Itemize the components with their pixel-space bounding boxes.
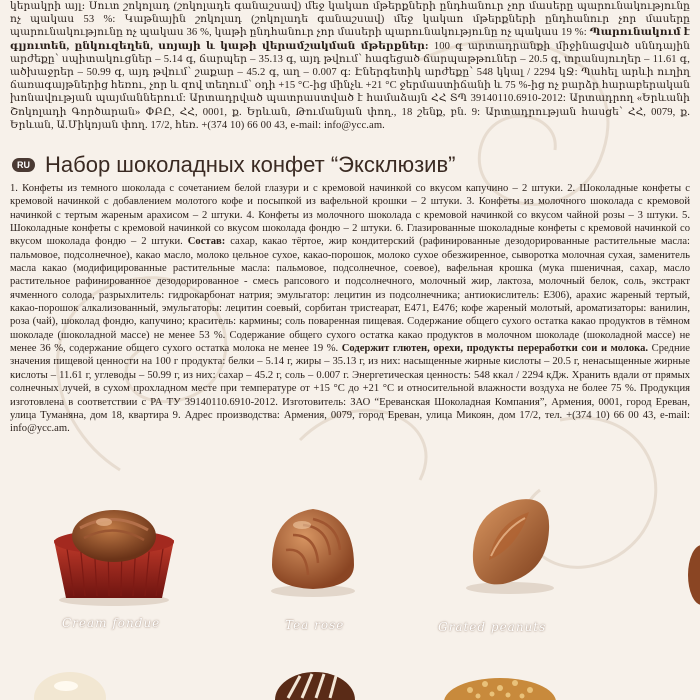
cream-fondue-candy-image [44,500,184,610]
tea-rose-candy-image [258,495,368,605]
armenian-allergen-notice: Պարունակում է գլյուտեն, ընկուզեղեն, սոյայի և կաթի վերամշակման մթերքներ: [10,27,690,52]
russian-assortment: 1. Конфеты из темного шоколада с сочетанием белой глазури и с кремовой начинкой со вкусом капучино – 2 штуки. 2. Шоколадные конфеты с кремовой начинкой с добавлением молотого кофе и посыпкой из вафельной крошки – 2 штуки. 3. Конфеты из молочного шоколада с кремовой начинкой с тертым жареным арахисом – 2 штуки. 4. Конфеты из молочного шоколада с кремовой начинкой со вкусом чайной розы – 3 штуки. 5. Шоколадные конфеты с кремовой начинкой со вкусом шоколада фондю – 2 штуки. 6. Глазированные шоколадные конфеты с кремовой начинкой со вкусом шоколада фондю – 2 штуки. [10,183,690,248]
product-title: Набор шоколадных конфет “Эксклюзив” [45,152,456,177]
armenian-text-block [10,0,690,132]
composition-label: Состав: [187,236,226,248]
russian-heading [12,152,455,178]
wafer-crumb-candy-image [440,670,560,700]
russian-composition: сахар, какао тёртое, жир кондитерский (рафинированные дезодорированные растительные масла: пальмовое, подсолнечное), какао масло, молоко цельное сухое, какао-порошок, молоко сухое обезжиренное, сыворотка молочная сухая, заменитель масла какао (модифицированные растительные масла: пальмовое, подсолнечное, соевое), вафельная крошка (мука пшеничная, сахар, масло растительное рафинированное дезодорированное - смесь рапсового и подсолнечного, молочный жир, лактоза, молочный белок, соль, экстракт ячменного солода, разрыхлитель: гидрокарбонат натрия; эмульгатор: лецитин из подсолнечника; антиокислитель: Е306), арахис жареный тертый, какао-порошок алкализованный, эмульгаторы: лецитин соевый, сорбитан тристеарат, Е471, Е476; кофе жареный молотый, ароматизаторы: ванилин, роза (чай), шоколад фондю, капучино; краситель: кармины; соль поваренная пищевая. Содержание общего сухого остатка какао продуктов в тёмном шоколаде (шоколадной массе) не менее 53 %. Содержание общего сухого остатка какао продуктов в молочном шоколаде (шоколадной массе) не менее 36 %, содержание общего сухого остатка молока не менее 19 %. [10,236,690,355]
russian-nutrition-info: Средние значения пищевой ценности на 100 г продукта: белки – 5.14 г, жиры – 35.13 г, из них: насыщенные жирные кислоты – 20.5 г, ненасыщенные жирные кислоты – 11.61 г, углеводы – 50.99 г, из них: сахар – 45.2 г, соль – 0.007 г. Энергетическая ценность: 548 ккал / 2294 кДж. Хранить вдали от прямых солнечных лучей, в сухом прохладном месте при температуре от +15 °С до +21 °С и относительной влажности воздуха не более 75 %. Продукция изготовлена в соответствии с РА ТУ 39140110.6910-2012. Изготовитель: ЗАО “Ереванская Шоколадная Компания”, Армения, 0001, город Ереван, улица Туманяна, дом 18, квартира 9. Адрес производства: Армения, 0079, город Ереван, улица Микоян, дом 17/2, тел. +(374 10) 66 00 43, e-mail: info@ycc.am. [10,343,690,435]
caption-cream-fondue: Cream fondue [62,616,161,630]
armenian-text-part1: կերակրի այլ։ Սուտ շոկոլադ (շոկոլադե գանաշսավ) մեջ կակաո մթերքների ընդհանուր չոր մասերը պարունակությունը ոչ պակաս 53 %: Կաթնային շոկոլադ (շոկոլադե գանաշսավ) մեջ կակաո մթերքների ընդհանուր չոր մասերը պարունակությունը ոչ պակաս 36 %, կաթի ընդհանուր չոր մասերի պարունակությունը ոչ պակաս 19 %: [10,1,690,39]
edge-candy-image [680,540,700,610]
armenian-text-part2: 100 գ արտադրանքի միջինացված սննդային արժեքը՝ սպիտակուցներ – 5.14 գ, ճարպեր – 35.13 գ, այդ թվում՝ հագեցած ճարպաթթուներ – 20.5 գ, տրանսյուղեր – 11.61 գ, ածխաջրեր – 50.99 գ, այդ թվում՝ շաքար – 45.2 գ, աղ – 0.007 գ: Էներգետիկ արժեքը՝ 548 կկալ / 2294 կՋ: Պահել արևի ուղիղ ճառագայթներից հեռու, չոր և զով տեղում՝ օդի +15 °C-ից մինչև +21 °C ջերմաստիճանի և 75 %-ից ոչ բարձր հարաբերական խոնավության պայմաններում: Արտադրված պատրաստված է համաձայն ՀՀ ՏՊ 39140110.6910-2012: Արտադրող «Երևանի Շոկոլադի Գործարան» ՓԲԸ, ՀՀ, 0001, ք. Երևան, Թումանյան փող., 18 շենք, բն. 9: Արտադրության հասցե՝ ՀՀ, 0079, ք. Երևան, Ա.Միկոյան փող. 17/2, հեռ. +(374 10) 66 00 43, e-mail: info@ycc.am. [10,40,690,131]
white-chocolate-candy-image [30,664,110,700]
russian-text-block [10,182,690,436]
caption-grated-peanuts: Grated peanuts [438,620,547,634]
language-badge: RU [12,158,35,172]
striped-dark-candy-image [270,664,360,700]
caption-tea-rose: Tea rose [285,618,345,632]
russian-allergen-notice: Содержит глютен, орехи, продукты переработки сои и молока. [341,343,649,355]
grated-peanuts-candy-image [455,490,565,600]
